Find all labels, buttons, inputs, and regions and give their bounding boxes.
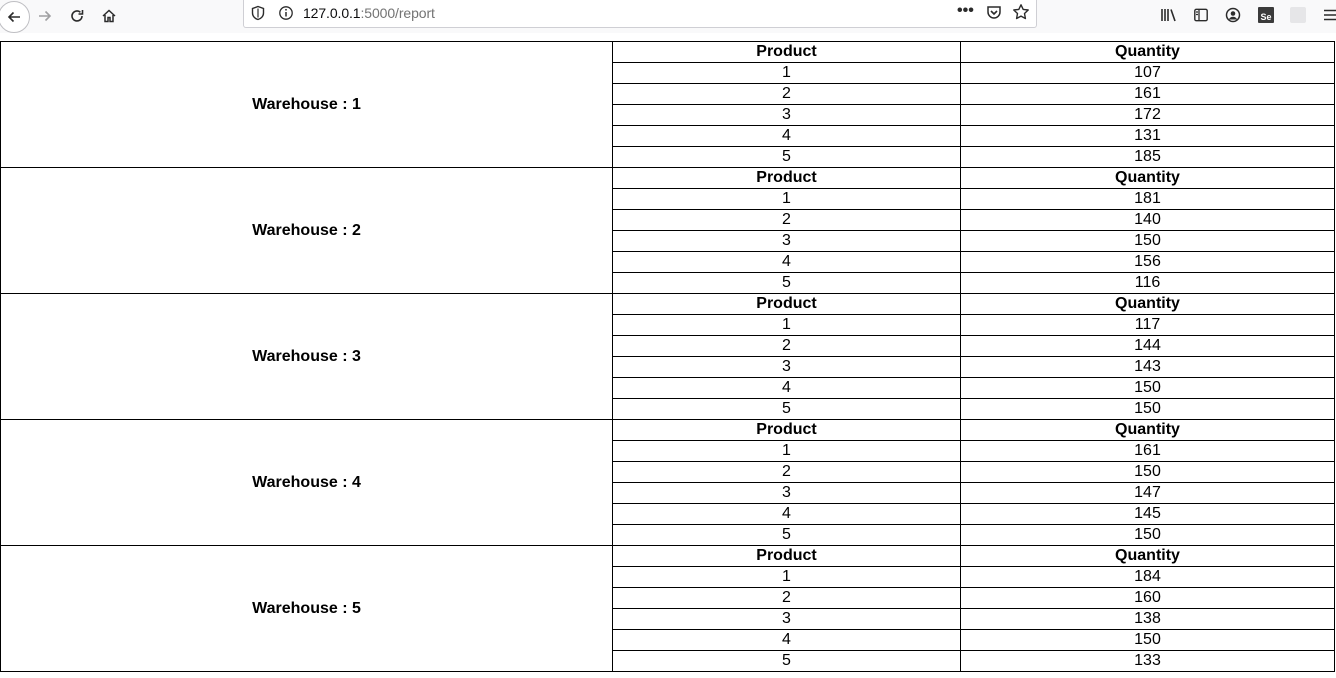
extension-button[interactable]: [1286, 3, 1310, 27]
quantity-cell: 150: [961, 378, 1335, 399]
product-cell: 5: [613, 525, 961, 546]
quantity-cell: 107: [961, 63, 1335, 84]
hamburger-menu-icon: [1322, 7, 1336, 23]
quantity-cell: 116: [961, 273, 1335, 294]
app-menu-button[interactable]: [1318, 3, 1336, 27]
product-cell: 3: [613, 483, 961, 504]
product-cell: 5: [613, 147, 961, 168]
quantity-cell: 145: [961, 504, 1335, 525]
warehouse-label: Warehouse : 3: [1, 294, 613, 420]
product-cell: 2: [613, 84, 961, 105]
reload-button[interactable]: [63, 2, 91, 30]
selenium-extension-button[interactable]: [1254, 3, 1278, 27]
url-host: 127.0.0.1: [303, 5, 361, 21]
product-cell: 1: [613, 63, 961, 84]
home-icon: [101, 8, 117, 24]
quantity-cell: 143: [961, 357, 1335, 378]
product-cell: 3: [613, 105, 961, 126]
site-info-icon[interactable]: [278, 5, 294, 21]
product-cell: 4: [613, 252, 961, 273]
account-icon: [1225, 7, 1241, 23]
product-cell: 5: [613, 651, 961, 672]
quantity-cell: 138: [961, 609, 1335, 630]
quantity-column-header: Quantity: [961, 42, 1335, 63]
sidebar-icon: [1193, 7, 1209, 23]
product-cell: 2: [613, 588, 961, 609]
quantity-cell: 150: [961, 231, 1335, 252]
product-column-header: Product: [613, 420, 961, 441]
quantity-cell: 150: [961, 630, 1335, 651]
account-button[interactable]: [1221, 3, 1245, 27]
warehouse-header-row: [1, 546, 1335, 567]
product-cell: 3: [613, 231, 961, 252]
quantity-cell: 181: [961, 189, 1335, 210]
quantity-cell: 150: [961, 462, 1335, 483]
quantity-cell: 172: [961, 105, 1335, 126]
reload-icon: [69, 8, 85, 24]
product-column-header: Product: [613, 168, 961, 189]
product-cell: 5: [613, 399, 961, 420]
product-cell: 1: [613, 441, 961, 462]
home-button[interactable]: [95, 2, 123, 30]
product-cell: 3: [613, 357, 961, 378]
product-cell: 4: [613, 630, 961, 651]
report-body: [1, 42, 1335, 672]
quantity-cell: 150: [961, 525, 1335, 546]
product-cell: 4: [613, 504, 961, 525]
product-cell: 2: [613, 210, 961, 231]
sidebar-button[interactable]: [1189, 3, 1213, 27]
bookmark-star-icon[interactable]: [1012, 3, 1030, 21]
quantity-cell: 150: [961, 399, 1335, 420]
product-column-header: Product: [613, 42, 961, 63]
warehouse-label: Warehouse : 2: [1, 168, 613, 294]
tracking-shield-icon[interactable]: [250, 5, 266, 21]
quantity-cell: 185: [961, 147, 1335, 168]
quantity-cell: 133: [961, 651, 1335, 672]
back-button[interactable]: [0, 1, 30, 33]
product-cell: 1: [613, 567, 961, 588]
warehouse-header-row: [1, 294, 1335, 315]
quantity-cell: 144: [961, 336, 1335, 357]
warehouse-header-row: [1, 420, 1335, 441]
page-actions-menu-icon[interactable]: •••: [957, 2, 974, 19]
product-cell: 4: [613, 378, 961, 399]
quantity-cell: 160: [961, 588, 1335, 609]
quantity-column-header: Quantity: [961, 420, 1335, 441]
quantity-column-header: Quantity: [961, 294, 1335, 315]
quantity-column-header: Quantity: [961, 546, 1335, 567]
quantity-column-header: Quantity: [961, 168, 1335, 189]
product-cell: 1: [613, 315, 961, 336]
product-cell: 3: [613, 609, 961, 630]
product-cell: 1: [613, 189, 961, 210]
quantity-cell: 147: [961, 483, 1335, 504]
product-cell: 2: [613, 462, 961, 483]
product-cell: 2: [613, 336, 961, 357]
quantity-cell: 184: [961, 567, 1335, 588]
warehouse-header-row: [1, 168, 1335, 189]
quantity-cell: 131: [961, 126, 1335, 147]
warehouse-label: Warehouse : 5: [1, 546, 613, 672]
quantity-cell: 161: [961, 441, 1335, 462]
quantity-cell: 140: [961, 210, 1335, 231]
url-path: :5000/report: [360, 5, 435, 21]
forward-arrow-icon: [37, 8, 53, 24]
product-column-header: Product: [613, 294, 961, 315]
library-icon: [1160, 7, 1178, 23]
extension-icon: [1290, 7, 1306, 23]
selenium-icon: Se: [1258, 7, 1274, 23]
product-cell: 5: [613, 273, 961, 294]
product-cell: 4: [613, 126, 961, 147]
quantity-cell: 117: [961, 315, 1335, 336]
url-text[interactable]: [303, 5, 435, 21]
url-bar[interactable]: [243, 0, 1037, 28]
forward-button[interactable]: [31, 2, 59, 30]
quantity-cell: 161: [961, 84, 1335, 105]
pocket-icon[interactable]: [986, 4, 1002, 20]
back-arrow-icon: [6, 9, 22, 25]
product-column-header: Product: [613, 546, 961, 567]
warehouse-header-row: [1, 42, 1335, 63]
browser-toolbar: [0, 0, 1336, 33]
warehouse-label: Warehouse : 4: [1, 420, 613, 546]
warehouse-label: Warehouse : 1: [1, 42, 613, 168]
quantity-cell: 156: [961, 252, 1335, 273]
library-button[interactable]: [1157, 3, 1181, 27]
warehouse-report-table: [0, 41, 1335, 672]
